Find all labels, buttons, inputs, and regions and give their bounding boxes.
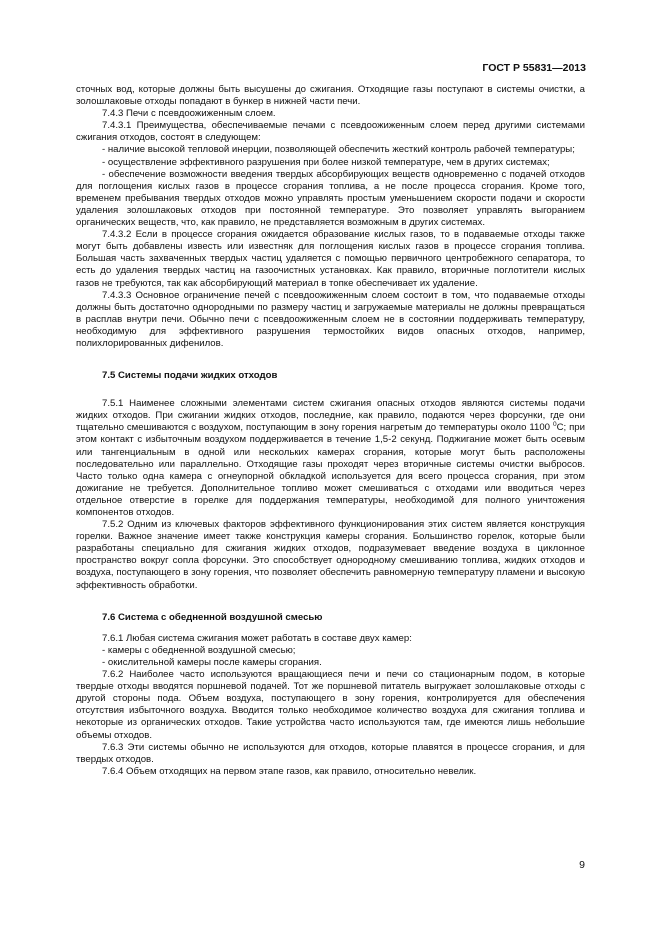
page-number: 9: [579, 859, 585, 871]
standard-code: ГОСТ Р 55831—2013: [482, 62, 586, 74]
degree-superscript: 0: [552, 421, 557, 429]
paragraph-7-5-1-part2: С; при этом контакт с избыточным воздухом поддерживается в течение 1,5-2 секунд. Поджигание может быть осевым или тангенциальным в одной или нескольких камерах сгорания, которые могут быть расположены последовательно или параллельно. Отходящие газы проходят через вторичные системы очистки выбросов. Часто только одна камера с огнеупорной обкладкой используется для всего процесса сгорания, при этом дожигание не требуется. Дополнительное топливо может смешиваться с отходами или вводиться через отдельное отверстие в горелке для поддержания температуры, необходимой для полного уничтожения компонентов отходов.: [76, 422, 586, 518]
list-item: - осуществление эффективного разрушения при более низкой температуре, чем в других системах;: [102, 156, 550, 168]
paragraph-7-4-3-3: 7.4.3.3 Основное ограничение печей с псевдоожиженным слоем состоит в том, что подаваемые отходы должны быть достаточно однородными по размеру частиц и загружаемые материалы не должны превращаться в расплав внутри печи. Обычно печи с псевдоожиженным слоем не в состоянии поддерживать температуру, необходимую для эффективного разрушения термостойких видов опасных отходов, например, полихлорированных дифенилов.: [76, 289, 585, 349]
section-heading-7-6: 7.6 Система с обедненной воздушной смесью: [102, 611, 323, 623]
document-body: [76, 84, 585, 778]
list-item: - камеры с обедненной воздушной смесью;: [102, 644, 296, 656]
paragraph-7-5-2: 7.5.2 Одним из ключевых факторов эффективного функционирования этих систем является конструкция горелки. Важное значение имеет также конструкция камеры сгорания. Большинство горелок, которые были разработаны специально для сжигания жидких отходов, подразумевает введение воздуха в циклонное пространство вокруг сопла форсунки. Это способствует однородному смешиванию топлива, жидких отходов и воздуха, поступающего в зону горения, что позволяет обеспечить равномерную температуру пламени и высокую эффективность обработки.: [76, 519, 585, 591]
paragraph-7-4-3-2: 7.4.3.2 Если в процессе сгорания ожидается образование кислых газов, то в подаваемые отходы также могут быть добавлены известь или известняк для поглощения кислых газов в процессе сгорания топлива. Большая часть захваченных твердых частиц удаляется с помощью первичного центробежного сепаратора, то есть до удаления твердых частиц на газоочистных установках. Как правило, вторичные поглотители кислых газов не требуются, так как абсорбирующий материал в топке обеспечивает их удаление.: [76, 229, 585, 289]
paragraph-7-4-3-1: 7.4.3.1 Преимущества, обеспечиваемые печами с псевдоожиженным слоем перед другими системами сжигания отходов, состоят в следующем:: [76, 120, 585, 144]
paragraph-7-6-2: 7.6.2 Наиболее часто используются вращающиеся печи и печи со стационарным подом, в которые твердые отходы вводятся поршневой подачей. Тот же поршневой питатель выгружает золошлаковые отходы с другой стороны пода. Объем воздуха, поступающего в зону горения, контролируется для обеспечения отсутствия избыточного воздуха. Вводится только необходимое количество воздуха для сжигания топлива и некоторые из органических отходов. Такие устройства часто используются там, где имеются лишь небольшие объемы отходов.: [76, 669, 585, 741]
list-item: - наличие высокой тепловой инерции, позволяющей обеспечить жесткий контроль рабочей температуры;: [102, 144, 575, 156]
list-item: - окислительной камеры после камеры сгорания.: [102, 656, 322, 668]
section-heading-7-5: 7.5 Системы подачи жидких отходов: [102, 370, 278, 382]
paragraph-intro: сточных вод, которые должны быть высушены до сжигания. Отходящие газы поступают в системы очистки, а золошлаковые отходы попадают в бункер в нижней части печи.: [76, 84, 585, 108]
paragraph-7-5-1-part1: 7.5.1 Наименее сложными элементами систем сжигания опасных отходов являются системы подачи жидких отходов. При сжигании жидких отходов, последние, как правило, подаются через форсунки, где они тщательно смешиваются с воздухом, поступающим в зону горения нагретым до температуры около 1100: [76, 398, 585, 434]
paragraph-7-4-3: 7.4.3 Печи с псевдоожиженным слоем.: [102, 108, 276, 120]
paragraph-7-6-1: 7.6.1 Любая система сжигания может работать в составе двух камер:: [102, 632, 412, 644]
paragraph-7-5-1: [76, 398, 585, 519]
paragraph-7-6-3: 7.6.3 Эти системы обычно не используются для отходов, которые плавятся в процессе сгорания, и для твердых отходов.: [76, 741, 585, 765]
list-item: - обеспечение возможности введения твердых абсорбирующих веществ одновременно с подачей отходов для поглощения кислых газов в процессе сгорания топлива, а не после процесса сгорания. Кроме того, временем пребывания твердых отходов можно управлять простым уменьшением скорости подачи и скорости удаления золошлаковых отходов при постоянной температуре. Это позволяет управлять выгоранием органических веществ, что, как правило, не представляется возможным в других системах.: [76, 168, 585, 229]
paragraph-7-6-4: 7.6.4 Объем отходящих на первом этапе газов, как правило, относительно невелик.: [102, 765, 477, 777]
